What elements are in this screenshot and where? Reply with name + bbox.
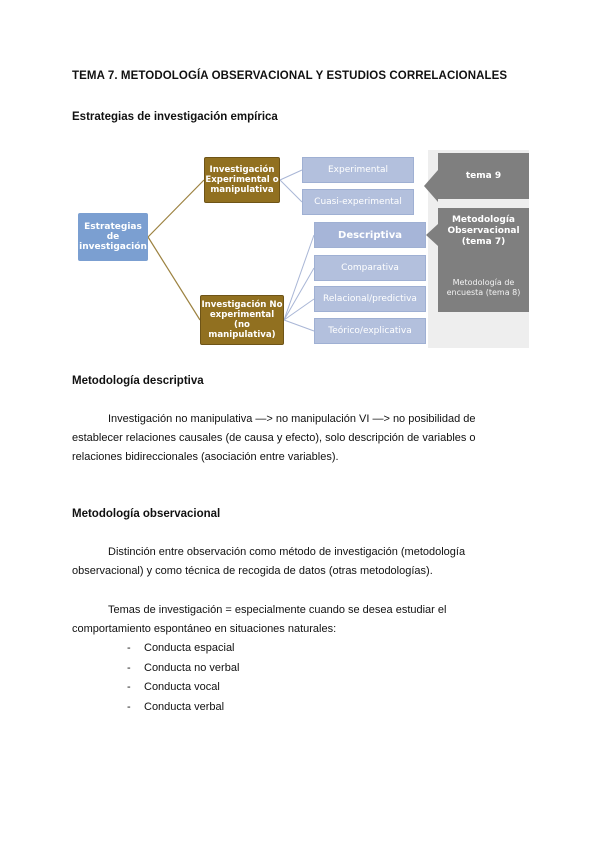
page-title: TEMA 7. METODOLOGÍA OBSERVACIONAL Y ESTUDIOS CORRELACIONALES [72, 70, 508, 82]
conduct-list [127, 639, 239, 717]
paragraph-descriptiva-text: Investigación no manipulativa —> no manipulación VI —> no posibilidad de establecer relaciones causales (de causa y efecto), solo descripción de variables o relaciones bidireccionales (asociación entre variables). [72, 413, 476, 463]
diagram-tag-tema9: tema 9 [438, 153, 529, 199]
diagram-item-comparativa: Comparativa [314, 255, 426, 281]
paragraph-observacional-2-text: Temas de investigación = especialmente cuando se desea estudiar el comportamiento espontáneo en situaciones naturales: [72, 604, 447, 635]
paragraph-observacional-2 [72, 601, 492, 639]
section-heading-estrategias: Estrategias de investigación empírica [72, 111, 278, 123]
paragraph-descriptiva [72, 410, 492, 467]
diagram-item-descriptiva: Descriptiva [314, 222, 426, 248]
diagram-tag-encuesta: Metodología de encuesta (tema 8) [446, 278, 521, 297]
diagram-nonexperimental-node: Investigación No experimental (no manipulativa) [200, 295, 284, 345]
diagram-tag-observacional-box [438, 208, 529, 312]
diagram-tag-observacional: Metodología Observacional (tema 7) [447, 215, 520, 247]
paragraph-observacional-1 [72, 543, 492, 581]
section-heading-observacional: Metodología observacional [72, 508, 221, 520]
diagram-experimental-node: Investigación Experimental o manipulativa [204, 157, 280, 203]
diagram-root-node: Estrategias de investigación [78, 213, 148, 261]
diagram-item-teorico: Teórico/explicativa [314, 318, 426, 344]
diagram-item-relacional: Relacional/predictiva [314, 286, 426, 312]
list-item: - Conducta no verbal [127, 659, 239, 679]
list-item: - Conducta espacial [127, 639, 239, 659]
list-item: - Conducta vocal [127, 678, 239, 698]
diagram-item-experimental: Experimental [302, 157, 414, 183]
list-item: - Conducta verbal [127, 698, 239, 718]
paragraph-observacional-1-text: Distinción entre observación como método de investigación (metodología observacional) y como técnica de recogida de datos (otras metodologías). [72, 546, 466, 577]
strategy-diagram [72, 150, 529, 348]
diagram-item-cuasi-experimental: Cuasi-experimental [302, 189, 414, 215]
section-heading-descriptiva: Metodología descriptiva [72, 375, 204, 387]
